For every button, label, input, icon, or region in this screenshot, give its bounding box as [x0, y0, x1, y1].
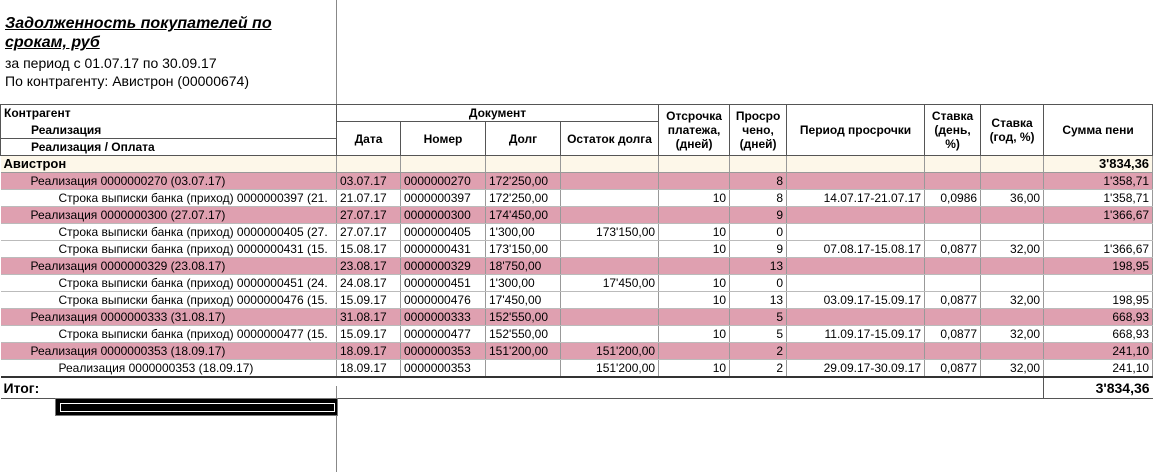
row-number: 0000000300 [401, 207, 486, 224]
row-overdue: 13 [730, 292, 787, 309]
row-balance [561, 326, 659, 343]
row-number: 0000000431 [401, 241, 486, 258]
row-rate-year [981, 207, 1044, 224]
row-rate-day: 0,0877 [925, 292, 981, 309]
report-period: за период с 01.07.17 по 30.09.17 [5, 55, 217, 71]
row-rate-year [981, 275, 1044, 292]
row-rate-year: 36,00 [981, 190, 1044, 207]
row-rate-year [981, 258, 1044, 275]
row-period: 14.07.17-21.07.17 [787, 190, 925, 207]
row-rate-year [981, 224, 1044, 241]
row-overdue: 9 [730, 207, 787, 224]
row-debt: 1'300,00 [486, 275, 561, 292]
row-rate-year [981, 309, 1044, 326]
row-deferral: 10 [659, 292, 730, 309]
row-date: 31.08.17 [337, 309, 401, 326]
row-debt: 18'750,00 [486, 258, 561, 275]
row-balance [561, 258, 659, 275]
row-date: 15.09.17 [337, 292, 401, 309]
row-number: 0000000477 [401, 326, 486, 343]
realization-row[interactable] [1, 173, 1153, 190]
row-overdue: 8 [730, 190, 787, 207]
row-penalty: 1'358,71 [1044, 173, 1153, 190]
row-rate-day: 0,0877 [925, 360, 981, 378]
row-date: 18.09.17 [337, 360, 401, 378]
row-period: 11.09.17-15.09.17 [787, 326, 925, 343]
realization-row[interactable] [1, 258, 1153, 275]
row-rate-day [925, 343, 981, 360]
row-number: 0000000270 [401, 173, 486, 190]
row-debt [486, 360, 561, 378]
row-balance [561, 190, 659, 207]
row-penalty: 668,93 [1044, 309, 1153, 326]
column-divider [336, 0, 337, 104]
row-label: Реализация 0000000300 (27.07.17) [1, 207, 337, 224]
payment-row[interactable] [1, 241, 1153, 258]
row-overdue: 5 [730, 326, 787, 343]
row-label: Реализация 0000000353 (18.09.17) [1, 343, 337, 360]
row-overdue: 9 [730, 241, 787, 258]
row-label: Строка выписки банка (приход) 0000000397 (21. [1, 190, 337, 207]
row-period [787, 207, 925, 224]
header-date: Дата [337, 122, 401, 156]
row-rate-year: 32,00 [981, 360, 1044, 378]
row-overdue: 2 [730, 343, 787, 360]
row-number: 0000000353 [401, 360, 486, 378]
total-penalty: 3'834,36 [1044, 377, 1153, 399]
row-period [787, 258, 925, 275]
row-overdue: 5 [730, 309, 787, 326]
row-date: 23.08.17 [337, 258, 401, 275]
header-balance: Остаток долга [561, 122, 659, 156]
row-balance [561, 173, 659, 190]
header-overdue-period: Период просрочки [787, 105, 925, 156]
row-label: Реализация 0000000270 (03.07.17) [1, 173, 337, 190]
row-deferral [659, 343, 730, 360]
header-counterparty: Контрагент [1, 105, 337, 122]
row-debt: 173'150,00 [486, 241, 561, 258]
row-label: Реализация 0000000333 (31.08.17) [1, 309, 337, 326]
row-penalty [1044, 224, 1153, 241]
header-rate-year: Ставка (год, %) [981, 105, 1044, 156]
row-overdue: 2 [730, 360, 787, 378]
report-title-line2: срокам, руб [5, 34, 100, 51]
row-period: 29.09.17-30.09.17 [787, 360, 925, 378]
row-deferral [659, 173, 730, 190]
total-label: Итог: [1, 377, 337, 399]
row-period [787, 343, 925, 360]
row-deferral [659, 258, 730, 275]
group-row [1, 156, 1153, 173]
row-rate-day [925, 258, 981, 275]
header-rate-day: Ставка (день, %) [925, 105, 981, 156]
row-label: Строка выписки банка (приход) 0000000476 (15. [1, 292, 337, 309]
row-overdue: 0 [730, 224, 787, 241]
row-balance [561, 241, 659, 258]
row-penalty: 241,10 [1044, 360, 1153, 378]
header-realization: Реализация [1, 122, 337, 139]
row-rate-day: 0,0877 [925, 241, 981, 258]
header-debt: Долг [486, 122, 561, 156]
row-rate-year: 32,00 [981, 292, 1044, 309]
row-number: 0000000353 [401, 343, 486, 360]
row-balance [561, 309, 659, 326]
row-number: 0000000397 [401, 190, 486, 207]
row-period [787, 224, 925, 241]
group-name: Авистрон [1, 156, 337, 173]
row-rate-day [925, 224, 981, 241]
row-balance: 173'150,00 [561, 224, 659, 241]
row-overdue: 0 [730, 275, 787, 292]
row-rate-day: 0,0877 [925, 326, 981, 343]
row-rate-year [981, 173, 1044, 190]
header-document: Документ [337, 105, 659, 122]
row-debt: 172'250,00 [486, 190, 561, 207]
row-date: 18.09.17 [337, 343, 401, 360]
row-date: 15.08.17 [337, 241, 401, 258]
row-rate-day [925, 173, 981, 190]
row-number: 0000000405 [401, 224, 486, 241]
row-debt: 1'300,00 [486, 224, 561, 241]
payment-row[interactable] [1, 275, 1153, 292]
realization-row[interactable] [1, 343, 1153, 360]
row-number: 0000000451 [401, 275, 486, 292]
row-debt: 174'450,00 [486, 207, 561, 224]
row-rate-day: 0,0986 [925, 190, 981, 207]
row-balance: 17'450,00 [561, 275, 659, 292]
realization-row[interactable] [1, 207, 1153, 224]
row-date: 03.07.17 [337, 173, 401, 190]
redacted-bar-inner [60, 403, 335, 412]
row-number: 0000000333 [401, 309, 486, 326]
header-penalty-sum: Сумма пени [1044, 105, 1153, 156]
row-deferral: 10 [659, 360, 730, 378]
row-deferral [659, 309, 730, 326]
payment-row[interactable] [1, 224, 1153, 241]
row-label: Реализация 0000000353 (18.09.17) [1, 360, 337, 378]
row-period [787, 309, 925, 326]
row-date: 24.08.17 [337, 275, 401, 292]
row-deferral: 10 [659, 326, 730, 343]
row-date: 15.09.17 [337, 326, 401, 343]
realization-row[interactable] [1, 309, 1153, 326]
row-debt: 152'550,00 [486, 326, 561, 343]
row-penalty: 241,10 [1044, 343, 1153, 360]
header-overdue: Просро чено, (дней) [730, 105, 787, 156]
row-deferral: 10 [659, 241, 730, 258]
header-realization-payment: Реализация / Оплата [1, 139, 337, 156]
row-rate-day [925, 207, 981, 224]
row-deferral: 10 [659, 190, 730, 207]
payment-row[interactable] [1, 292, 1153, 309]
row-debt: 17'450,00 [486, 292, 561, 309]
row-rate-year [981, 343, 1044, 360]
row-deferral: 10 [659, 224, 730, 241]
row-period [787, 275, 925, 292]
group-penalty: 3'834,36 [1044, 156, 1153, 173]
row-penalty: 1'366,67 [1044, 241, 1153, 258]
header-number: Номер [401, 122, 486, 156]
row-rate-year: 32,00 [981, 241, 1044, 258]
row-balance [561, 292, 659, 309]
row-penalty: 198,95 [1044, 292, 1153, 309]
payment-row[interactable] [1, 360, 1153, 378]
row-penalty: 668,93 [1044, 326, 1153, 343]
row-balance: 151'200,00 [561, 343, 659, 360]
row-date: 27.07.17 [337, 224, 401, 241]
row-date: 21.07.17 [337, 190, 401, 207]
row-debt: 172'250,00 [486, 173, 561, 190]
row-period: 03.09.17-15.09.17 [787, 292, 925, 309]
row-balance: 151'200,00 [561, 360, 659, 378]
row-period [787, 173, 925, 190]
row-rate-day [925, 309, 981, 326]
payment-row[interactable] [1, 326, 1153, 343]
header-deferral: Отсрочка платежа, (дней) [659, 105, 730, 156]
row-date: 27.07.17 [337, 207, 401, 224]
row-penalty: 198,95 [1044, 258, 1153, 275]
row-overdue: 8 [730, 173, 787, 190]
report-title [5, 14, 305, 52]
payment-row[interactable] [1, 190, 1153, 207]
row-debt: 152'550,00 [486, 309, 561, 326]
debt-report-table [0, 104, 1153, 399]
report-counterparty-filter: По контрагенту: Авистрон (00000674) [5, 73, 250, 89]
row-label: Строка выписки банка (приход) 0000000477 (15. [1, 326, 337, 343]
row-rate-day [925, 275, 981, 292]
row-penalty: 1'358,71 [1044, 190, 1153, 207]
row-number: 0000000329 [401, 258, 486, 275]
row-debt: 151'200,00 [486, 343, 561, 360]
row-number: 0000000476 [401, 292, 486, 309]
row-penalty [1044, 275, 1153, 292]
row-deferral: 10 [659, 275, 730, 292]
row-deferral [659, 207, 730, 224]
report-title-line1: Задолженность покупателей по [5, 15, 272, 32]
row-penalty: 1'366,67 [1044, 207, 1153, 224]
row-overdue: 13 [730, 258, 787, 275]
row-rate-year: 32,00 [981, 326, 1044, 343]
row-label: Строка выписки банка (приход) 0000000431 (15. [1, 241, 337, 258]
row-label: Строка выписки банка (приход) 0000000451 (24. [1, 275, 337, 292]
total-row [1, 377, 1153, 399]
row-label: Строка выписки банка (приход) 0000000405 (27. [1, 224, 337, 241]
row-balance [561, 207, 659, 224]
row-period: 07.08.17-15.08.17 [787, 241, 925, 258]
row-label: Реализация 0000000329 (23.08.17) [1, 258, 337, 275]
